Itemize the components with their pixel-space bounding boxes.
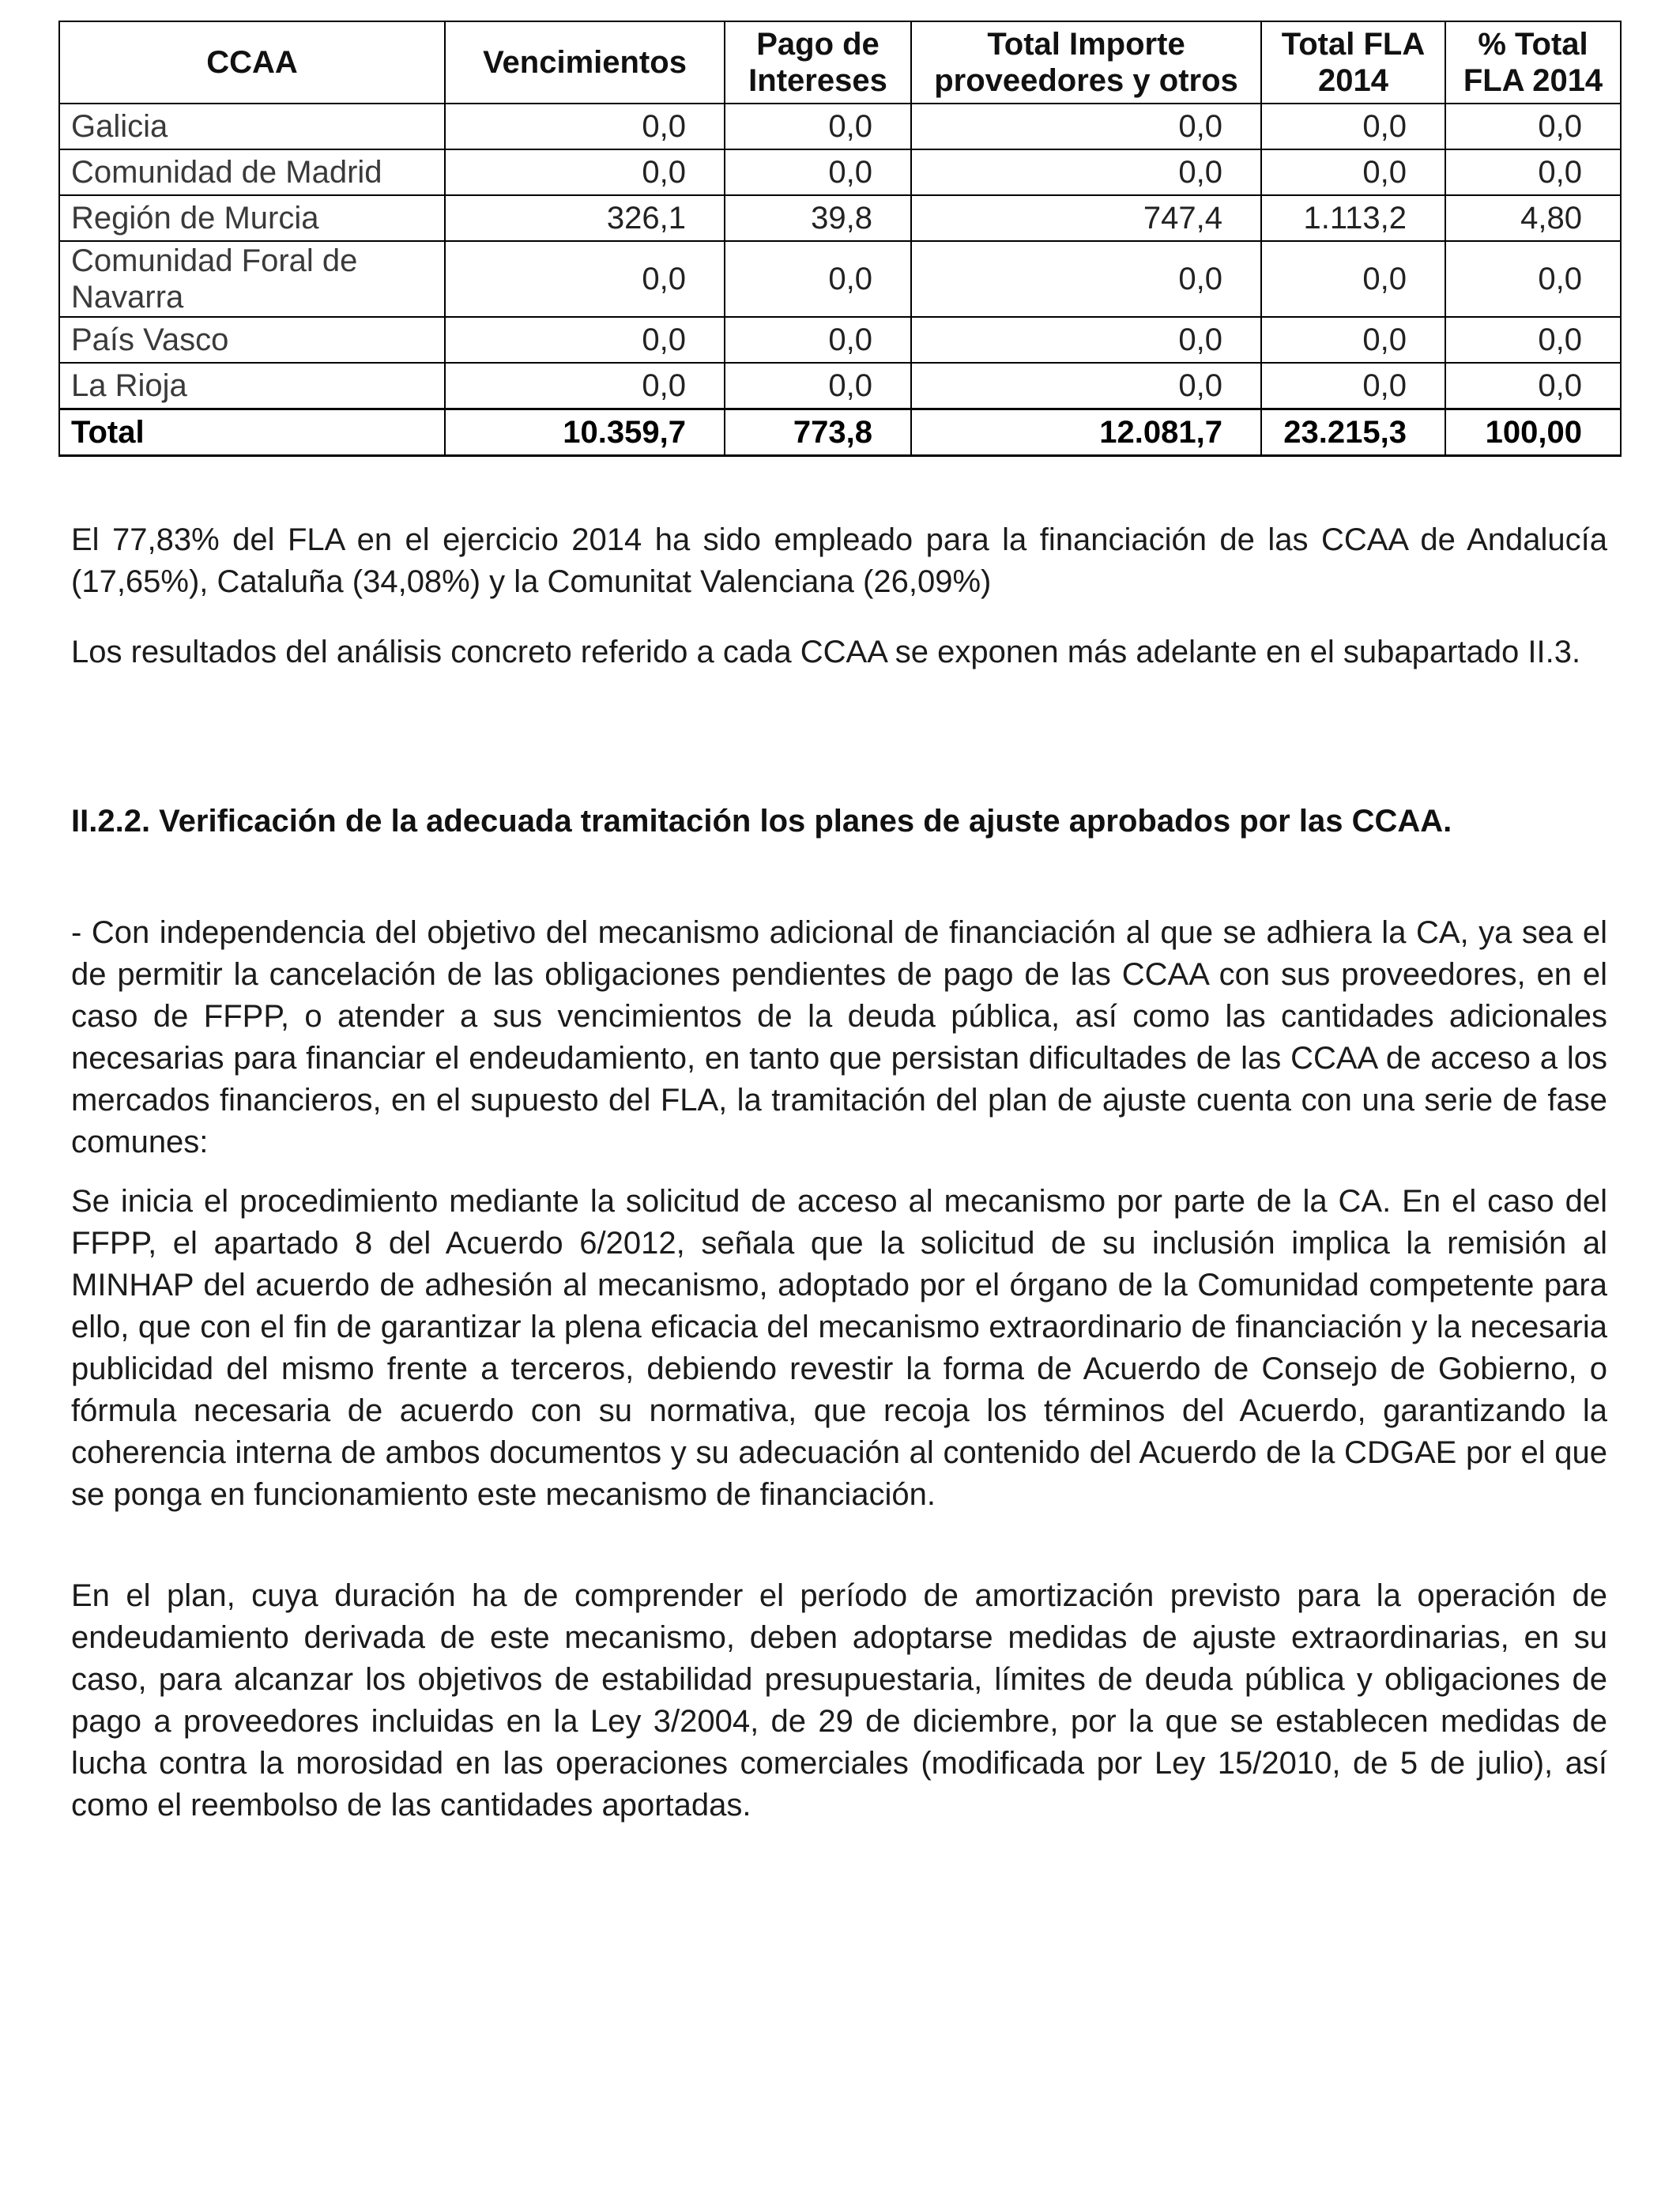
total-vencimientos: 10.359,7 — [445, 409, 725, 456]
header-total-fla — [1261, 21, 1445, 104]
row-vencimientos: 0,0 — [445, 241, 725, 317]
row-vencimientos: 0,0 — [445, 104, 725, 149]
fla-table — [58, 21, 1622, 457]
table-row — [59, 241, 1621, 317]
header-vencimientos — [445, 21, 725, 104]
row-name: Comunidad de Madrid — [59, 149, 445, 195]
row-name-line1: Comunidad Foral de — [71, 243, 358, 278]
row-total: 0,0 — [1261, 104, 1445, 149]
row-pct: 0,0 — [1445, 104, 1621, 149]
row-name: Galicia — [59, 104, 445, 149]
row-pct: 0,0 — [1445, 241, 1621, 317]
header-importe-line2: proveedores y otros — [934, 63, 1238, 98]
table-row — [59, 363, 1621, 409]
total-total: 23.215,3 — [1261, 409, 1445, 456]
paragraph-procedure: Se inicia el procedimiento mediante la solicitud de acceso al mecanismo por parte de la CA. En el caso del FFPP, el apartado 8 del Acuerdo 6/2012, señala que la solicitud de su inclusión implica la remisión al MINHAP del acuerdo de adhesión al mecanismo, adoptado por el órgano de la Comunidad competente para ello, que con el fin de garantizar la plena eficacia del mecanismo extraordinario de financiación y la necesaria publicidad del mismo frente a terceros, debiendo revestir la forma de Acuerdo de Consejo de Gobierno, o fórmula necesaria de acuerdo con su normativa, que recoja los términos del Acuerdo, garantizando la coherencia interna de ambos documentos y su adecuación al contenido del Acuerdo de la CDGAE por el que se ponga en funcionamiento este mecanismo de financiación. — [71, 1184, 1607, 1512]
header-pago-line2: Intereses — [748, 63, 887, 98]
table-header — [59, 21, 1621, 104]
row-pct: 0,0 — [1445, 363, 1621, 409]
table-row — [59, 104, 1621, 149]
header-pago-intereses — [725, 21, 911, 104]
header-ccaa-text: CCAA — [206, 45, 298, 80]
paragraph-results: Los resultados del análisis concreto referido a cada CCAA se exponen más adelante en el subapartado II.3. — [71, 635, 1581, 669]
total-proveedores: 12.081,7 — [911, 409, 1261, 456]
table-row — [59, 317, 1621, 363]
row-intereses: 0,0 — [725, 104, 911, 149]
row-proveedores: 0,0 — [911, 363, 1261, 409]
row-vencimientos: 0,0 — [445, 363, 725, 409]
paragraph-independence: - Con independencia del objetivo del mecanismo adicional de financiación al que se adhiera la CA, ya sea el de permitir la cancelación de las obligaciones pendientes de pago de las CCAA con sus proveedores, en el caso de FFPP, o atender a sus vencimientos de la deuda pública, así como las cantidades adicionales necesarias para financiar el endeudamiento, en tanto que persistan dificultades de las CCAA de acceso a los mercados financieros, en el supuesto del FLA, la tramitación del plan de ajuste cuenta con una serie de fase comunes: — [71, 915, 1607, 1159]
row-vencimientos: 0,0 — [445, 149, 725, 195]
total-pct: 100,00 — [1445, 409, 1621, 456]
header-pct-line1: % Total — [1478, 27, 1588, 62]
row-total: 1.113,2 — [1261, 195, 1445, 241]
paragraph-fla-summary: El 77,83% del FLA en el ejercicio 2014 ha sido empleado para la financiación de las CCAA de Andalucía (17,65%), Cataluña (34,08%) y la Comunitat Valenciana (26,09%) — [71, 522, 1607, 599]
row-name: País Vasco — [59, 317, 445, 363]
row-proveedores: 0,0 — [911, 104, 1261, 149]
row-name: La Rioja — [59, 363, 445, 409]
row-proveedores: 0,0 — [911, 241, 1261, 317]
row-pct: 0,0 — [1445, 149, 1621, 195]
row-intereses: 0,0 — [725, 149, 911, 195]
total-intereses: 773,8 — [725, 409, 911, 456]
header-total-line2: 2014 — [1318, 63, 1388, 98]
header-ccaa — [59, 21, 445, 104]
table-body — [59, 104, 1621, 456]
header-pct-fla — [1445, 21, 1621, 104]
row-proveedores: 0,0 — [911, 149, 1261, 195]
header-row — [59, 21, 1621, 104]
row-intereses: 0,0 — [725, 363, 911, 409]
row-vencimientos: 326,1 — [445, 195, 725, 241]
table-total-row — [59, 409, 1621, 456]
row-total: 0,0 — [1261, 363, 1445, 409]
header-vencimientos-text: Vencimientos — [483, 45, 687, 80]
row-total: 0,0 — [1261, 317, 1445, 363]
row-intereses: 39,8 — [725, 195, 911, 241]
row-intereses: 0,0 — [725, 241, 911, 317]
row-total: 0,0 — [1261, 241, 1445, 317]
header-pct-line2: FLA 2014 — [1463, 63, 1603, 98]
row-name — [59, 241, 445, 317]
header-total-importe — [911, 21, 1261, 104]
row-proveedores: 0,0 — [911, 317, 1261, 363]
table-row — [59, 195, 1621, 241]
total-name: Total — [59, 409, 445, 456]
header-total-line1: Total FLA — [1281, 27, 1426, 62]
paragraph-plan: En el plan, cuya duración ha de comprender el período de amortización previsto para la operación de endeudamiento derivada de este mecanismo, deben adoptarse medidas de ajuste extraordinarias, en su caso, para alcanzar los objetivos de estabilidad presupuestaria, límites de deuda pública y obligaciones de pago a proveedores incluidas en la Ley 3/2004, de 29 de diciembre, por la que se establecen medidas de lucha contra la morosidad en las operaciones comerciales (modificada por Ley 15/2010, de 5 de julio), así como el reembolso de las cantidades aportadas. — [71, 1578, 1607, 1823]
row-name-line2: Navarra — [71, 280, 184, 315]
row-vencimientos: 0,0 — [445, 317, 725, 363]
table-row — [59, 149, 1621, 195]
row-name: Región de Murcia — [59, 195, 445, 241]
row-pct: 0,0 — [1445, 317, 1621, 363]
section-heading: II.2.2. Verificación de la adecuada tramitación los planes de ajuste aprobados por las CCAA. — [71, 804, 1452, 839]
row-total: 0,0 — [1261, 149, 1445, 195]
row-proveedores: 747,4 — [911, 195, 1261, 241]
row-intereses: 0,0 — [725, 317, 911, 363]
header-importe-line1: Total Importe — [987, 27, 1185, 62]
header-pago-line1: Pago de — [756, 27, 880, 62]
row-pct: 4,80 — [1445, 195, 1621, 241]
